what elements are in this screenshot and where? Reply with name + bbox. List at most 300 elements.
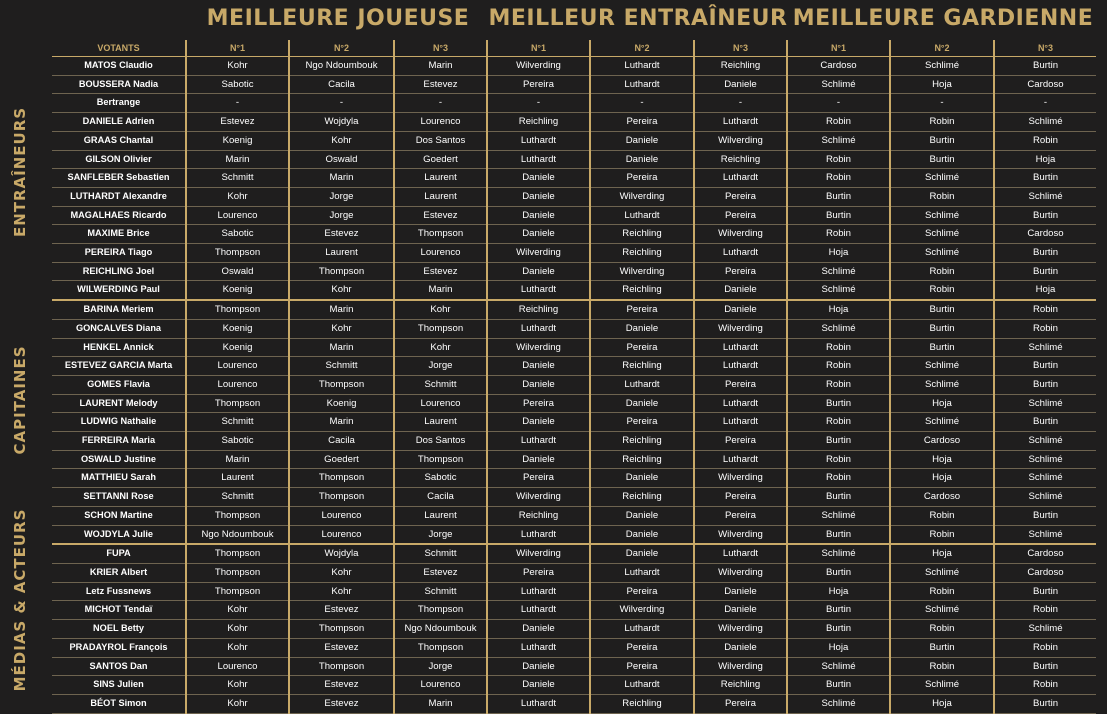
table-row — [52, 544, 1096, 563]
vote-cell: - — [487, 94, 590, 113]
vote-cell: Wilverding — [487, 488, 590, 507]
vote-cell: Cardoso — [787, 57, 890, 76]
voter-name: Letz Fussnews — [52, 582, 186, 601]
voter-name: LAURENT Melody — [52, 394, 186, 413]
voter-name: GILSON Olivier — [52, 150, 186, 169]
vote-cell: Schmitt — [394, 582, 487, 601]
vote-cell: Wilverding — [487, 544, 590, 563]
vote-cell: Hoja — [787, 638, 890, 657]
rank-header: N°3 — [994, 40, 1096, 57]
vote-cell: Pereira — [694, 488, 787, 507]
vote-cell: Laurent — [394, 169, 487, 188]
rank-header: N°2 — [890, 40, 994, 57]
vote-cell: Daniele — [487, 676, 590, 695]
vote-cell: Sabotic — [186, 432, 289, 451]
vote-cell: Wojdyla — [289, 113, 394, 132]
vote-cell: Kohr — [289, 319, 394, 338]
vote-cell: Laurent — [394, 506, 487, 525]
voter-name: SINS Julien — [52, 676, 186, 695]
group-label-coaches: ENTRAÎNEURS — [11, 106, 29, 238]
voter-name: MATTHIEU Sarah — [52, 469, 186, 488]
table-row — [52, 75, 1096, 94]
vote-cell: Burtin — [787, 525, 890, 544]
vote-cell: Schlimé — [787, 262, 890, 281]
vote-cell: Sabotic — [394, 469, 487, 488]
vote-cell: - — [590, 94, 694, 113]
vote-cell: Luthardt — [694, 394, 787, 413]
vote-cell: Wilverding — [487, 57, 590, 76]
vote-cell: Robin — [787, 469, 890, 488]
vote-cell: Jorge — [394, 525, 487, 544]
vote-cell: Thompson — [394, 601, 487, 620]
vote-cell: Ngo Ndoumbouk — [186, 525, 289, 544]
vote-cell: Pereira — [590, 413, 694, 432]
vote-cell: Robin — [890, 113, 994, 132]
vote-cell: Burtin — [787, 432, 890, 451]
vote-cell: Schlimé — [890, 206, 994, 225]
voter-name: MAGALHAES Ricardo — [52, 206, 186, 225]
vote-cell: Robin — [787, 225, 890, 244]
voter-name: SETTANNI Rose — [52, 488, 186, 507]
vote-cell: Robin — [994, 319, 1096, 338]
voter-name: WOJDYLA Julie — [52, 525, 186, 544]
vote-cell: Kohr — [186, 620, 289, 639]
voter-name: SCHON Martine — [52, 506, 186, 525]
vote-cell: Thompson — [394, 450, 487, 469]
vote-cell: Luthardt — [694, 544, 787, 563]
vote-cell: Burtin — [787, 601, 890, 620]
vote-cell: Daniele — [694, 582, 787, 601]
vote-cell: Pereira — [590, 657, 694, 676]
vote-cell: Robin — [994, 300, 1096, 319]
vote-cell: Schmitt — [289, 357, 394, 376]
voter-name: PRADAYROL François — [52, 638, 186, 657]
vote-cell: Schlimé — [787, 75, 890, 94]
vote-cell: Robin — [890, 525, 994, 544]
vote-cell: Goedert — [289, 450, 394, 469]
vote-cell: Luthardt — [694, 244, 787, 263]
vote-cell: Reichling — [694, 150, 787, 169]
vote-cell: Laurent — [186, 469, 289, 488]
voter-name: OSWALD Justine — [52, 450, 186, 469]
voter-name: REICHLING Joel — [52, 262, 186, 281]
vote-cell: Kohr — [186, 694, 289, 713]
group-label-captains: CAPITAINES — [11, 345, 29, 455]
vote-cell: Robin — [890, 187, 994, 206]
vote-cell: Pereira — [694, 206, 787, 225]
voter-name: BARINA Meriem — [52, 300, 186, 319]
vote-cell: Schlimé — [890, 57, 994, 76]
table-row — [52, 150, 1096, 169]
vote-cell: - — [289, 94, 394, 113]
vote-cell: Wilverding — [694, 563, 787, 582]
vote-cell: Burtin — [994, 357, 1096, 376]
voter-name: GRAAS Chantal — [52, 131, 186, 150]
vote-cell: Jorge — [394, 357, 487, 376]
vote-cell: Robin — [890, 506, 994, 525]
table-row — [52, 525, 1096, 544]
table-row — [52, 657, 1096, 676]
vote-cell: Hoja — [787, 582, 890, 601]
vote-cell: Luthardt — [590, 563, 694, 582]
vote-cell: - — [890, 94, 994, 113]
vote-cell: Wojdyla — [289, 544, 394, 563]
vote-cell: Robin — [787, 450, 890, 469]
vote-cell: Reichling — [590, 281, 694, 300]
vote-cell: Koenig — [186, 319, 289, 338]
vote-cell: Pereira — [694, 262, 787, 281]
voter-name: LUDWIG Nathalie — [52, 413, 186, 432]
vote-cell: Pereira — [487, 75, 590, 94]
vote-cell: Luthardt — [590, 375, 694, 394]
vote-cell: Schlimé — [994, 113, 1096, 132]
vote-cell: Schlimé — [994, 187, 1096, 206]
vote-cell: Laurent — [289, 244, 394, 263]
vote-cell: Thompson — [394, 225, 487, 244]
vote-cell: Kohr — [186, 187, 289, 206]
vote-cell: Koenig — [289, 394, 394, 413]
vote-cell: Luthardt — [694, 338, 787, 357]
vote-cell: Luthardt — [590, 206, 694, 225]
table-row — [52, 506, 1096, 525]
vote-cell: Burtin — [994, 694, 1096, 713]
vote-cell: Luthardt — [590, 620, 694, 639]
vote-cell: Estevez — [394, 206, 487, 225]
vote-cell: Schmitt — [186, 413, 289, 432]
vote-cell: Reichling — [590, 244, 694, 263]
vote-cell: Daniele — [590, 319, 694, 338]
rank-header: N°2 — [590, 40, 694, 57]
vote-cell: Pereira — [487, 394, 590, 413]
vote-cell: Robin — [787, 338, 890, 357]
vote-cell: Robin — [787, 169, 890, 188]
voter-name: MICHOT Tendaï — [52, 601, 186, 620]
vote-cell: Daniele — [487, 206, 590, 225]
vote-cell: Koenig — [186, 338, 289, 357]
voter-name: NOEL Betty — [52, 620, 186, 639]
vote-cell: Schlimé — [994, 338, 1096, 357]
vote-cell: Luthardt — [590, 75, 694, 94]
vote-cell: Cardoso — [994, 75, 1096, 94]
vote-cell: Reichling — [487, 506, 590, 525]
vote-cell: Oswald — [186, 262, 289, 281]
vote-cell: Thompson — [186, 394, 289, 413]
vote-cell: Thompson — [186, 544, 289, 563]
voter-name: GONCALVES Diana — [52, 319, 186, 338]
vote-cell: Reichling — [487, 300, 590, 319]
vote-cell: Luthardt — [487, 601, 590, 620]
vote-cell: Thompson — [186, 563, 289, 582]
vote-cell: Daniele — [487, 413, 590, 432]
vote-cell: Burtin — [994, 244, 1096, 263]
vote-cell: Kohr — [289, 563, 394, 582]
vote-cell: Schlimé — [994, 450, 1096, 469]
vote-cell: Lourenco — [186, 657, 289, 676]
vote-cell: Robin — [787, 413, 890, 432]
vote-cell: Hoja — [890, 394, 994, 413]
vote-cell: Marin — [289, 413, 394, 432]
vote-cell: Luthardt — [694, 113, 787, 132]
vote-cell: Daniele — [694, 601, 787, 620]
vote-cell: Luthardt — [487, 582, 590, 601]
vote-cell: Estevez — [394, 262, 487, 281]
table-row — [52, 357, 1096, 376]
vote-cell: Schlimé — [787, 319, 890, 338]
table-row — [52, 413, 1096, 432]
vote-cell: Cardoso — [890, 488, 994, 507]
vote-cell: Schlimé — [787, 657, 890, 676]
vote-cell: Cardoso — [994, 563, 1096, 582]
vote-cell: Schmitt — [394, 544, 487, 563]
vote-cell: Schlimé — [787, 506, 890, 525]
table-row — [52, 300, 1096, 319]
vote-cell: Schlimé — [787, 544, 890, 563]
vote-cell: Cacila — [289, 75, 394, 94]
vote-cell: Wilverding — [694, 225, 787, 244]
vote-cell: Robin — [787, 150, 890, 169]
vote-cell: Burtin — [787, 488, 890, 507]
voter-name: LUTHARDT Alexandre — [52, 187, 186, 206]
table-row — [52, 450, 1096, 469]
table-row — [52, 582, 1096, 601]
voter-name: SANTOS Dan — [52, 657, 186, 676]
vote-cell: Daniele — [487, 169, 590, 188]
vote-cell: Burtin — [890, 300, 994, 319]
vote-cell: Burtin — [994, 413, 1096, 432]
voter-name: KRIER Albert — [52, 563, 186, 582]
vote-cell: Pereira — [487, 563, 590, 582]
vote-cell: Luthardt — [694, 169, 787, 188]
votes-table — [52, 40, 1096, 714]
vote-cell: Reichling — [590, 488, 694, 507]
table-row — [52, 394, 1096, 413]
vote-cell: Ngo Ndoumbouk — [289, 57, 394, 76]
vote-cell: Robin — [787, 357, 890, 376]
vote-cell: Hoja — [787, 300, 890, 319]
vote-cell: Robin — [994, 601, 1096, 620]
vote-cell: - — [994, 94, 1096, 113]
vote-cell: Schlimé — [994, 469, 1096, 488]
vote-cell: Luthardt — [694, 450, 787, 469]
table-row — [52, 187, 1096, 206]
vote-cell: Hoja — [890, 469, 994, 488]
vote-cell: Schlimé — [890, 169, 994, 188]
table-row — [52, 638, 1096, 657]
vote-cell: Thompson — [289, 657, 394, 676]
vote-cell: Marin — [394, 57, 487, 76]
table-row — [52, 94, 1096, 113]
vote-cell: Hoja — [787, 244, 890, 263]
vote-cell: Burtin — [994, 169, 1096, 188]
vote-cell: Laurent — [394, 413, 487, 432]
vote-cell: Thompson — [289, 375, 394, 394]
vote-cell: Daniele — [487, 187, 590, 206]
vote-cell: Marin — [186, 150, 289, 169]
vote-cell: Pereira — [590, 582, 694, 601]
vote-cell: Burtin — [890, 338, 994, 357]
table-row — [52, 262, 1096, 281]
vote-cell: Robin — [787, 375, 890, 394]
vote-cell: Schlimé — [994, 620, 1096, 639]
vote-cell: Wilverding — [694, 469, 787, 488]
vote-cell: Cacila — [289, 432, 394, 451]
vote-cell: Marin — [289, 300, 394, 319]
table-row — [52, 244, 1096, 263]
vote-cell: Daniele — [590, 150, 694, 169]
vote-cell: Pereira — [694, 187, 787, 206]
vote-cell: Lourenco — [289, 525, 394, 544]
table-row — [52, 620, 1096, 639]
vote-cell: Schlimé — [994, 488, 1096, 507]
vote-cell: Laurent — [394, 187, 487, 206]
vote-cell: Estevez — [289, 676, 394, 695]
vote-cell: Kohr — [394, 300, 487, 319]
vote-cell: Cardoso — [890, 432, 994, 451]
vote-cell: Daniele — [487, 225, 590, 244]
table-row — [52, 113, 1096, 132]
vote-cell: Daniele — [590, 544, 694, 563]
table-header-row — [52, 40, 1096, 57]
vote-cell: Wilverding — [694, 319, 787, 338]
vote-cell: Burtin — [890, 638, 994, 657]
table-row — [52, 57, 1096, 76]
vote-cell: Kohr — [186, 638, 289, 657]
vote-cell: Luthardt — [487, 150, 590, 169]
vote-cell: Schlimé — [890, 244, 994, 263]
vote-cell: Pereira — [590, 169, 694, 188]
table-row — [52, 694, 1096, 713]
vote-cell: Burtin — [994, 206, 1096, 225]
vote-cell: Estevez — [289, 638, 394, 657]
vote-cell: Lourenco — [394, 394, 487, 413]
vote-cell: Lourenco — [394, 676, 487, 695]
vote-cell: Luthardt — [487, 281, 590, 300]
voter-name: ESTEVEZ GARCIA Marta — [52, 357, 186, 376]
vote-cell: Schlimé — [890, 413, 994, 432]
voter-name: GOMES Flavia — [52, 375, 186, 394]
vote-cell: Daniele — [694, 300, 787, 319]
vote-cell: Pereira — [590, 300, 694, 319]
vote-cell: Daniele — [590, 506, 694, 525]
voter-name: DANIELE Adrien — [52, 113, 186, 132]
vote-cell: Pereira — [590, 113, 694, 132]
voter-name: PEREIRA Tiago — [52, 244, 186, 263]
vote-cell: Daniele — [487, 357, 590, 376]
vote-cell: Cardoso — [994, 225, 1096, 244]
vote-cell: Luthardt — [694, 357, 787, 376]
vote-cell: Daniele — [487, 620, 590, 639]
vote-cell: Burtin — [787, 563, 890, 582]
vote-cell: Schlimé — [994, 525, 1096, 544]
vote-cell: Hoja — [890, 694, 994, 713]
vote-cell: Marin — [289, 338, 394, 357]
vote-cell: Thompson — [186, 506, 289, 525]
vote-cell: Robin — [890, 262, 994, 281]
table-row — [52, 338, 1096, 357]
vote-cell: Jorge — [289, 206, 394, 225]
vote-cell: Goedert — [394, 150, 487, 169]
vote-cell: Thompson — [289, 620, 394, 639]
vote-cell: Koenig — [186, 281, 289, 300]
vote-cell: Kohr — [186, 676, 289, 695]
vote-cell: Burtin — [890, 150, 994, 169]
vote-cell: Marin — [394, 281, 487, 300]
vote-cell: Schlimé — [890, 601, 994, 620]
vote-cell: Wilverding — [694, 525, 787, 544]
vote-cell: - — [694, 94, 787, 113]
vote-cell: Hoja — [994, 281, 1096, 300]
vote-cell: Schlimé — [890, 676, 994, 695]
vote-cell: Burtin — [994, 657, 1096, 676]
vote-cell: Robin — [994, 676, 1096, 695]
vote-cell: Schlimé — [890, 225, 994, 244]
vote-cell: Burtin — [787, 394, 890, 413]
vote-cell: Oswald — [289, 150, 394, 169]
vote-cell: Estevez — [394, 75, 487, 94]
vote-cell: Pereira — [694, 694, 787, 713]
vote-cell: Robin — [890, 657, 994, 676]
vote-cell: Robin — [890, 582, 994, 601]
group-label-media: MÉDIAS & ACTEURS — [11, 508, 29, 692]
vote-cell: Daniele — [487, 375, 590, 394]
category-header-best-player: MEILLEURE JOUEUSE — [206, 6, 470, 31]
vote-cell: Koenig — [186, 131, 289, 150]
vote-cell: Dos Santos — [394, 131, 487, 150]
vote-cell: Luthardt — [487, 319, 590, 338]
vote-cell: Kohr — [186, 57, 289, 76]
vote-cell: Daniele — [590, 469, 694, 488]
table-row — [52, 281, 1096, 300]
table-row — [52, 469, 1096, 488]
vote-cell: Schlimé — [787, 694, 890, 713]
vote-cell: Marin — [186, 450, 289, 469]
vote-cell: Sabotic — [186, 75, 289, 94]
vote-cell: Schlimé — [994, 394, 1096, 413]
vote-cell: Kohr — [289, 281, 394, 300]
rank-header: N°1 — [487, 40, 590, 57]
vote-cell: Pereira — [590, 338, 694, 357]
vote-cell: Schlimé — [890, 375, 994, 394]
vote-cell: Burtin — [994, 262, 1096, 281]
table-row — [52, 131, 1096, 150]
vote-cell: Daniele — [487, 450, 590, 469]
vote-cell: Schlimé — [890, 357, 994, 376]
voter-name: MAXIME Brice — [52, 225, 186, 244]
vote-cell: Pereira — [694, 375, 787, 394]
vote-cell: Daniele — [590, 525, 694, 544]
table-row — [52, 169, 1096, 188]
vote-cell: Lourenco — [186, 375, 289, 394]
vote-cell: Robin — [787, 113, 890, 132]
vote-cell: Lourenco — [186, 357, 289, 376]
vote-cell: Burtin — [890, 131, 994, 150]
vote-cell: - — [787, 94, 890, 113]
category-header-best-goalkeeper: MEILLEURE GARDIENNE — [792, 6, 1094, 31]
table-row — [52, 206, 1096, 225]
vote-cell: Reichling — [590, 694, 694, 713]
table-row — [52, 432, 1096, 451]
table-row — [52, 319, 1096, 338]
vote-cell: Luthardt — [487, 638, 590, 657]
vote-cell: Luthardt — [590, 676, 694, 695]
voter-name: FUPA — [52, 544, 186, 563]
vote-cell: Burtin — [994, 57, 1096, 76]
vote-cell: Schlimé — [994, 432, 1096, 451]
vote-cell: Pereira — [694, 506, 787, 525]
vote-cell: Robin — [890, 281, 994, 300]
vote-cell: Luthardt — [487, 131, 590, 150]
vote-cell: Reichling — [694, 57, 787, 76]
